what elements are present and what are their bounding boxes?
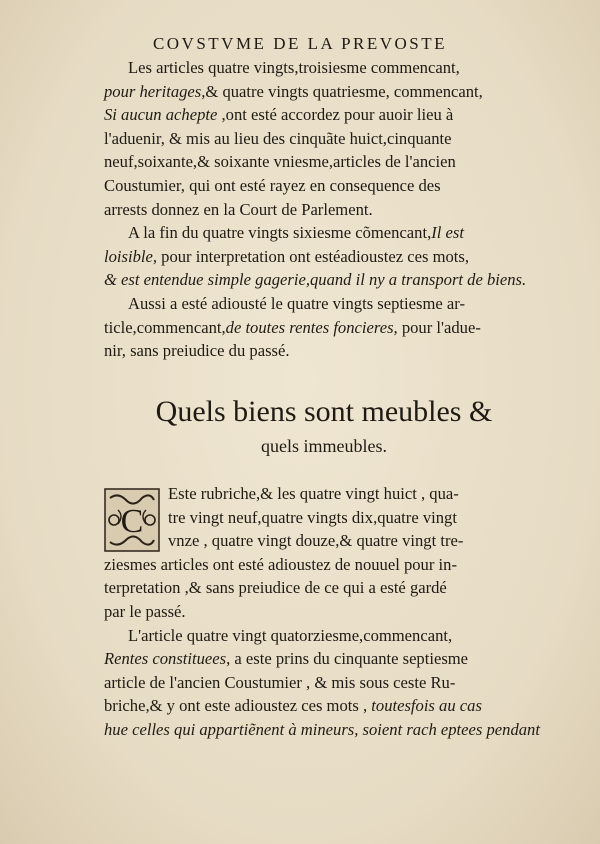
- italic-text: & est entendue simple gagerie,quand il ny a transport de biens.: [104, 270, 527, 290]
- text-run: Aussi a esté adiousté le quatre vingts septiesme ar-: [128, 293, 465, 313]
- text-run: neuf,soixante,& soixante vniesme,articles de l'ancien: [104, 152, 456, 172]
- text-run: terpretation ,& sans preiudice de ce qui a esté gardé: [104, 578, 447, 598]
- text-line: [104, 268, 544, 292]
- italic-text: de toutes rentes foncieres,: [225, 317, 398, 337]
- text-run: arrests donnez en la Court de Parlement.: [104, 199, 373, 219]
- text-run: L'article quatre vingt quatorziesme,commencant,: [128, 625, 453, 645]
- text-line: [104, 339, 544, 363]
- italic-text: loisible,: [104, 246, 158, 266]
- dropcap-lines: [168, 482, 544, 553]
- text-run: ticle,commencant,: [104, 317, 226, 337]
- text-line: [104, 221, 544, 245]
- text-line: [104, 127, 544, 151]
- dropcap-line-2: tre vingt neuf,quatre vingts dix,quatre vingt: [168, 507, 457, 527]
- lower-text-block: [104, 482, 544, 742]
- italic-text: Rentes constituees: [104, 649, 227, 669]
- paragraph-1: [104, 56, 544, 221]
- section-heading: [104, 392, 544, 460]
- text-run: Coustumier, qui ont esté rayez en consequence des: [104, 175, 441, 195]
- text-line: [104, 198, 544, 222]
- text-line: [104, 576, 544, 600]
- text-run: pour interpretation ont estéadioustez ces mots,: [157, 246, 469, 266]
- text-run: par le passé.: [104, 601, 186, 621]
- text-line: [104, 718, 544, 742]
- paragraph-5: [104, 624, 544, 742]
- text-run: ,ont esté accordez pour auoir lieu à: [217, 105, 454, 125]
- text-line: [104, 245, 544, 269]
- italic-text: pour heritages,: [104, 81, 206, 101]
- ornamental-initial-icon: [104, 488, 160, 552]
- section-title-line-1: Quels biens sont meubles &: [155, 395, 493, 428]
- italic-text: Si aucun achepte: [104, 105, 218, 125]
- text-run: A la fin du quatre vingts sixiesme cõmencant,: [128, 223, 432, 243]
- text-run: ziesmes articles ont esté adioustez de nouuel pour in-: [104, 554, 457, 574]
- dropcap-line-1: Este rubriche,& les quatre vingt huict , qua-: [168, 484, 459, 503]
- text-line: [104, 671, 544, 695]
- running-head: COVSTVME DE LA PREVOSTE: [152, 34, 448, 53]
- italic-text: hue celles qui appartiẽnent à mineurs, soient rach eptees pendant: [104, 719, 540, 739]
- text-line: [104, 292, 544, 316]
- text-line: [104, 553, 544, 577]
- text-run: article de l'ancien Coustumier , & mis sous ceste Ru-: [104, 672, 456, 692]
- dropcap-line-3: vnze , quatre vingt douze,& quatre vingt tre-: [168, 531, 464, 551]
- italic-text: toutesfois au cas: [371, 696, 482, 716]
- text-line: [104, 103, 544, 127]
- text-line: [104, 647, 544, 671]
- text-line: [104, 694, 544, 718]
- text-line: [104, 600, 544, 624]
- text-line: [104, 56, 544, 80]
- paragraph-2: [104, 221, 544, 292]
- paragraph-4: [104, 553, 544, 624]
- text-run: l'aduenir, & mis au lieu des cinquãte huict,cinquante: [104, 128, 452, 148]
- italic-text: Il est: [431, 223, 464, 243]
- text-run: Les articles quatre vingts,troisiesme commencant,: [128, 58, 460, 77]
- text-line: [104, 150, 544, 174]
- text-run: & quatre vingts quatriesme, commencant,: [205, 81, 483, 101]
- text-run: , a este prins du cinquante septiesme: [226, 649, 469, 669]
- dropcap-letter: C: [120, 503, 144, 540]
- text-line: [104, 624, 544, 648]
- section-title-line-2: quels immeubles.: [261, 436, 387, 456]
- text-run: pour l'aduе-: [397, 317, 481, 337]
- paragraph-3: [104, 292, 544, 363]
- dropcap-paragraph: [104, 482, 544, 553]
- upper-text-block: [104, 56, 544, 363]
- text-run: briche,& y ont este adioustez ces mots ,: [104, 696, 372, 716]
- text-line: [104, 80, 544, 104]
- text-line: [104, 174, 544, 198]
- text-line: [104, 316, 544, 340]
- text-run: nir, sans preiudice du passé.: [104, 341, 290, 361]
